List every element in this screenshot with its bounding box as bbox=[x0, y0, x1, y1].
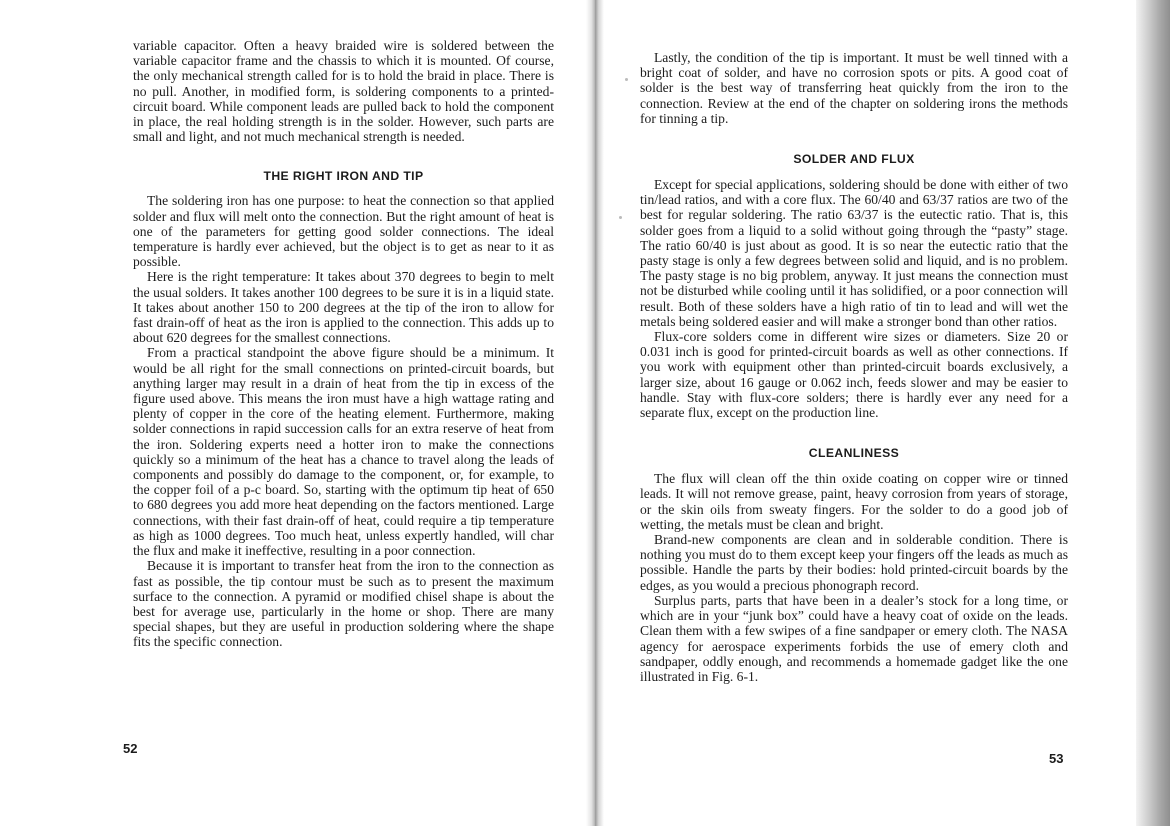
right-paragraph: Except for special applications, soldering should be done with either of two tin/lead ratios, and with a core flux. The 60/40 and 63/37 ratios are two of the best for regular soldering. The ratio 63/37 is the eutectic ratio. That is, this solder goes from a liquid to a solid without going through the “pasty” stage. The ratio 60/40 is just about as good. It is so near the eutectic ratio that the pasty stage is only a few degrees between solid and liquid, and is no problem. The pasty stage is no big problem, anyway. It just means the connection must not be disturbed while cooling until it has solidified, or a poor connection will result. Both of these solders have a high ratio of tin to lead and will wet the metals being soldered easier and will make a stronger bond than other ratios. bbox=[640, 177, 1068, 329]
page-edge-shadow bbox=[1136, 0, 1170, 826]
left-paragraph: Because it is important to transfer heat from the iron to the connection as fast as possible, the tip contour must be such as to present the maximum surface to the connection. A pyramid or modified chisel shape is about the best for average use, particularly in the home or shop. There are many special shapes, but they are useful in production soldering where the shape fits the specific connection. bbox=[133, 558, 554, 650]
scan-speck bbox=[619, 216, 622, 219]
right-paragraph: Flux-core solders come in different wire sizes or diameters. Size 20 or 0.031 inch is good for printed-circuit boards as well as other connections. If you work with equipment other than printed-circuit boards exclusively, a larger size, about 16 gauge or 0.062 inch, feeds slower and may be easier to handle. Stay with flux-core solders; there is hardly ever any need for a separate flux, except on the production line. bbox=[640, 329, 1068, 421]
left-paragraph: Here is the right temperature: It takes about 370 degrees to begin to melt the usual solders. It takes another 100 degrees to be sure it is in a liquid state. It takes about another 150 to 200 degrees at the tip of the iron to allow for fast drain-off of heat as the iron is applied to the connection. This adds up to about 620 degrees for the smallest connections. bbox=[133, 269, 554, 346]
right-text-column bbox=[640, 50, 1068, 684]
right-paragraph-top: Lastly, the condition of the tip is important. It must be well tinned with a bright coat of solder, and have no corrosion spots or pits. A good coat of solder is the best way of transferring heat quickly from the iron to the connection. Review at the end of the chapter on soldering irons the methods for tinning a tip. bbox=[640, 50, 1068, 126]
heading-solder-and-flux: SOLDER AND FLUX bbox=[793, 152, 915, 167]
page-number-left: 52 bbox=[123, 741, 138, 756]
scan-speck bbox=[625, 78, 628, 81]
page-number-right: 53 bbox=[1049, 751, 1064, 766]
right-page bbox=[594, 0, 1170, 826]
right-paragraph: Brand-new components are clean and in solderable condition. There is nothing you must do to them except keep your fingers off the leads as much as possible. Handle the parts by their bodies: hold printed-circuit boards by the edges, as you would a precious phonograph record. bbox=[640, 532, 1068, 593]
heading-right-iron-and-tip: THE RIGHT IRON AND TIP bbox=[263, 169, 424, 184]
right-paragraph: The flux will clean off the thin oxide coating on copper wire or tinned leads. It will not remove grease, paint, heavy corrosion from years of storage, or the skin oils from sweaty fingers. For the solder to do a good job of wetting, the metals must be clean and bright. bbox=[640, 471, 1068, 532]
left-paragraph: The soldering iron has one purpose: to heat the connection so that applied solder and flux will melt onto the connection. But the right amount of heat is one of the parameters for getting good solder connections. The ideal temperature is hardly ever achieved, but the object is to get as near to it as possible. bbox=[133, 193, 554, 270]
left-paragraph-continued: variable capacitor. Often a heavy braided wire is soldered between the variable capacitor frame and the chassis to which it is mounted. Of course, the only mechanical strength called for is to hold the braid in place. There is no pull. Another, in modified form, is soldering components to a printed-circuit board. While component leads are pulled back to hold the component in place, the real holding strength is in the solder. However, such parts are small and light, and not much mechanical strength is needed. bbox=[133, 38, 554, 145]
left-paragraph: From a practical standpoint the above figure should be a minimum. It would be all right for the small connections on printed-circuit boards, but anything larger may result in a drain of heat from the tip in excess of the figure used above. This means the iron must have a high wattage rating and plenty of copper in the core of the heating element. Furthermore, making solder connections in rapid succession calls for an extra reserve of heat from the iron. Soldering experts need a hotter iron to make the connections quickly so a minimum of the heat has a chance to travel along the leads of components and possibly do damage to the component, or, for example, to the copper foil of a p-c board. So, starting with the optimum tip heat of 650 to 680 degrees you add more heat depending on the factors mentioned. Large connections, with their fast drain-off of heat, could require a tip temperature as high as 1000 degrees. Too much heat, unless expertly handled, will char the flux and make it ineffective, resulting in a poor connection. bbox=[133, 345, 554, 559]
heading-cleanliness: CLEANLINESS bbox=[808, 446, 900, 461]
right-paragraph: Surplus parts, parts that have been in a dealer’s stock for a long time, or which are in your “junk box” could have a heavy coat of oxide on the leads. Clean them with a few swipes of a fine sandpaper or emery cloth. The NASA agency for aerospace experiments forbids the use of emery cloth and sandpaper, oddly enough, and recommends a homemade gadget like the one illustrated in Fig. 6-1. bbox=[640, 592, 1068, 684]
left-text-column bbox=[133, 38, 554, 650]
